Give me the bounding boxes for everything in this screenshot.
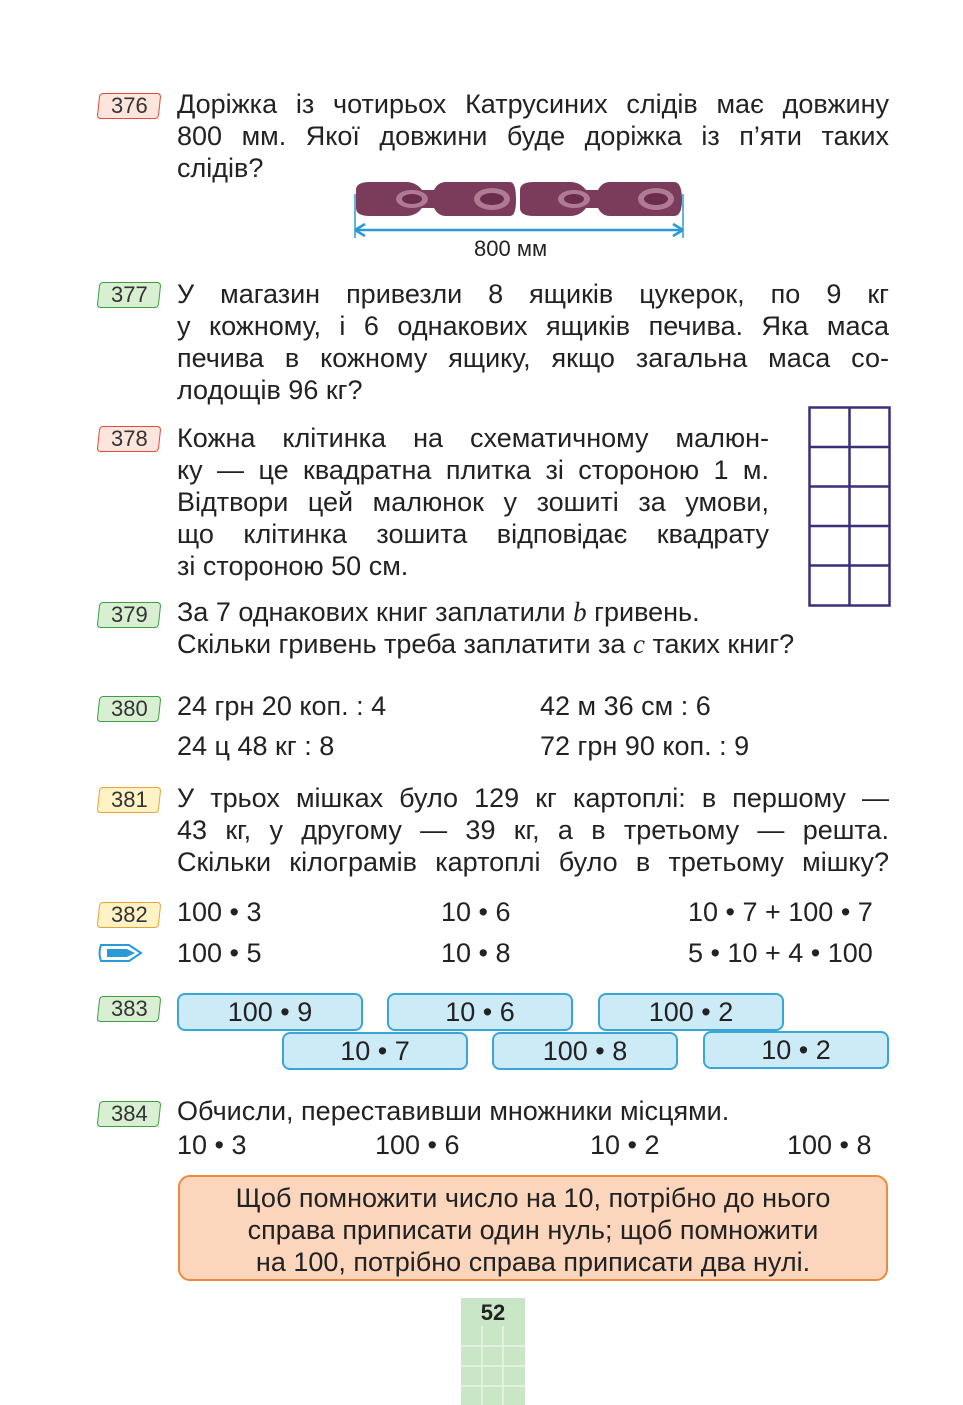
pencil-icon <box>97 940 145 966</box>
footprint-1 <box>356 182 516 216</box>
variable-b: b <box>573 597 587 627</box>
expr-382-5: 10 • 8 <box>441 938 511 968</box>
page-number-tab <box>461 1298 525 1405</box>
footprint-2 <box>520 182 682 216</box>
task-number-383: 383 <box>97 996 162 1022</box>
task-number-376: 376 <box>97 93 162 119</box>
expr-380-2: 42 м 36 см : 6 <box>540 691 711 721</box>
page-number: 52 <box>480 1300 506 1325</box>
footprints-illustration <box>350 178 690 240</box>
task-number-379: 379 <box>97 602 162 628</box>
task-377-text: У магазин привезли 8 ящиків цукерок, по 9 кг у кожному, і 6 однакових ящиків печива. Яка маса печива в кожному ящику, якщо загальна маса со- лодощів 96 кг? <box>177 279 889 405</box>
expr-chip: 100 • 2 <box>598 993 784 1031</box>
expr-384-2: 100 • 6 <box>375 1130 460 1160</box>
expr-382-6: 5 • 10 + 4 • 100 <box>688 938 873 968</box>
task-number-384: 384 <box>97 1101 162 1127</box>
expr-382-4: 100 • 5 <box>177 938 262 968</box>
expr-380-1: 24 грн 20 коп. : 4 <box>177 691 387 721</box>
expr-384-1: 10 • 3 <box>177 1130 247 1160</box>
task-number-381: 381 <box>97 787 162 813</box>
task-378-text: Кожна клітинка на схематичному малюн- ку — це квадратна плитка зі стороною 1 м. Відтвори цей малюнок у зошиті за умови, що клітинка зошита відповідає квадрату зі стороною 50 см. <box>177 423 769 581</box>
task-number-377: 377 <box>97 282 162 308</box>
expr-380-3: 24 ц 48 кг : 8 <box>177 731 335 761</box>
tile-grid-diagram <box>808 406 892 608</box>
expr-384-4: 100 • 8 <box>787 1130 872 1160</box>
expr-384-3: 10 • 2 <box>590 1130 660 1160</box>
task-381-text: У трьох мішках було 129 кг картоплі: в першому — 43 кг, у другому — 39 кг, а в третьому — решта. Скільки кілограмів картоплі було в третьому мішку? <box>177 783 889 877</box>
expr-chip: 10 • 6 <box>387 993 573 1031</box>
rule-box: Щоб помножити число на 10, потрібно до нього справа приписати один нуль; щоб помножити на 100, потрібно справа приписати два нулі. <box>178 1175 888 1281</box>
expr-382-3: 10 • 7 + 100 • 7 <box>688 897 873 927</box>
task-379-text: За 7 однакових книг заплатили b гривень. Скільки гривень треба заплатити за c таких книг? <box>177 597 795 659</box>
expr-380-4: 72 грн 90 коп. : 9 <box>540 731 750 761</box>
expr-chip: 100 • 8 <box>492 1032 678 1070</box>
task-number-380: 380 <box>97 696 162 722</box>
task-376-text: Доріжка із чотирьох Катрусиних слідів має довжину 800 мм. Якої довжини буде доріжка із п’яти таких слідів? <box>177 89 889 183</box>
task-number-378: 378 <box>97 426 162 452</box>
expr-382-1: 100 • 3 <box>177 897 262 927</box>
measure-label: 800 мм <box>474 236 548 261</box>
expr-chip: 100 • 9 <box>177 993 363 1031</box>
task-number-382: 382 <box>97 902 162 928</box>
variable-c: c <box>632 629 645 659</box>
expr-382-2: 10 • 6 <box>441 897 511 927</box>
expr-chip: 10 • 2 <box>703 1031 889 1069</box>
expr-chip: 10 • 7 <box>282 1032 468 1070</box>
task-384-text: Обчисли, переставивши множники місцями. <box>177 1096 730 1126</box>
